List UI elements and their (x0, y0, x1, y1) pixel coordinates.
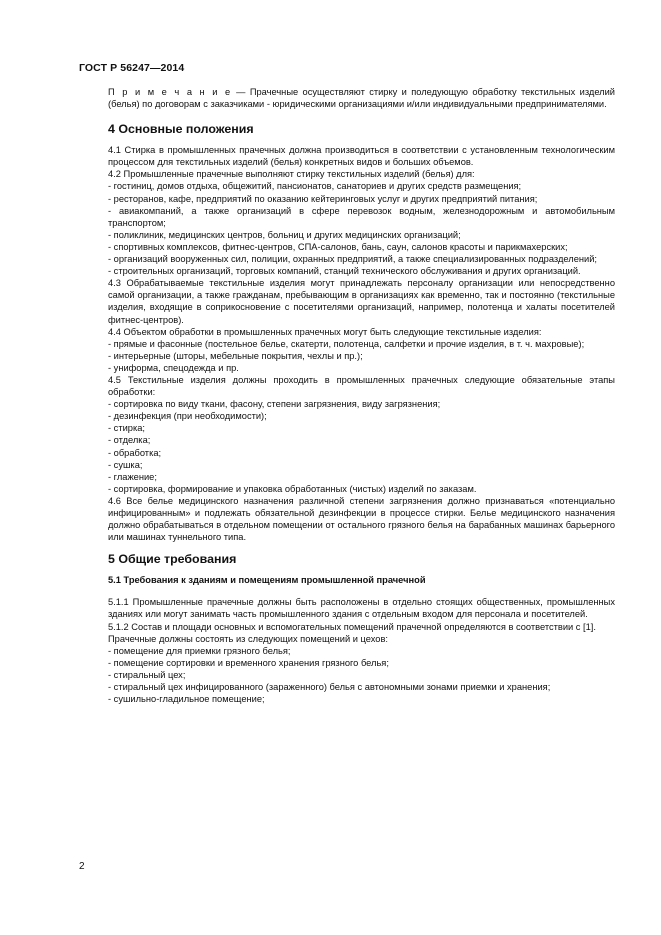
list-item: - отделка; (108, 435, 151, 446)
note-paragraph (108, 86, 615, 110)
list-item: - авиакомпаний, а также организаций в сфере перевозок водным, железнодорожным и автомобильным транспортом; (108, 205, 615, 228)
list-item: - стиральный цех; (108, 669, 186, 680)
paragraph: 5.1.2 Состав и площади основных и вспомогательных помещений прачечной определяются в соответствии с [1]. (108, 621, 596, 632)
section-5-body (108, 596, 615, 705)
list-item: - сортировка по виду ткани, фасону, степени загрязнения, виду загрязнения; (108, 399, 441, 410)
list-item: - помещение сортировки и временного хранения грязного белья; (108, 657, 389, 668)
list-item: - сушильно-гладильное помещение; (108, 694, 265, 705)
section-4-body (108, 144, 615, 543)
list-item: - стирка; (108, 423, 145, 434)
paragraph: 4.1 Стирка в промышленных прачечных должна производиться в соответствии с установленным технологическим процессом для текстильных изделий (белья) конкретных видов и больших объемов. (108, 145, 615, 168)
paragraph: 4.6 Все белье медицинского назначения различной степени загрязнения должно признаваться «потенциально инфицированным» и подлежать обязательной дезинфекции в процессе стирки. Белье медицинского назначения должно обрабатываться в отдельном помещении от остального грязного белья на барабанных машинах барьерного или машинах туннельного типа. (108, 495, 615, 543)
page-number: 2 (79, 861, 85, 872)
list-item: - обработка; (108, 447, 162, 458)
section-5-1-subtitle: 5.1 Требования к зданиям и помещениям промышленной прачечной (108, 575, 426, 586)
list-item: - интерьерные (шторы, мебельные покрытия, чехлы и пр.); (108, 350, 363, 361)
list-item: - ресторанов, кафе, предприятий по оказанию кейтеринговых услуг и других предприятий питания; (108, 193, 538, 204)
list-item: - глажение; (108, 471, 157, 482)
list-item: - прямые и фасонные (постельное белье, скатерти, полотенца, салфетки и прочие изделия, в т. ч. махровые); (108, 338, 585, 349)
list-item: - помещение для приемки грязного белья; (108, 645, 291, 656)
list-item: - сортировка, формирование и упаковка обработанных (чистых) изделий по заказам. (108, 483, 477, 494)
list-item: - униформа, спецодежда и пр. (108, 362, 239, 373)
list-item: - гостиниц, домов отдыха, общежитий, пансионатов, санаториев и других средств размещения; (108, 181, 522, 192)
note-label: П р и м е ч а н и е (108, 87, 232, 97)
list-item: - стиральный цех инфицированного (зараженного) белья с автономными зонами приемки и хранения; (108, 682, 551, 693)
paragraph: Прачечные должны состоять из следующих помещений и цехов: (108, 633, 388, 644)
list-item: - дезинфекция (при необходимости); (108, 411, 267, 422)
list-item: - строительных организаций, торговых компаний, станций технического обслуживания и других организаций. (108, 266, 581, 277)
paragraph: 5.1.1 Промышленные прачечные должны быть расположены в отдельно стоящих общественных, промышленных зданиях или могут занимать часть промышленного здания с отдельным входом для персонала и посетителей. (108, 597, 615, 620)
list-item: - сушка; (108, 459, 143, 470)
paragraph: 4.4 Объектом обработки в промышленных прачечных могут быть следующие текстильные изделия: (108, 326, 542, 337)
section-5-title: 5 Общие требования (108, 552, 237, 567)
list-item: - поликлиник, медицинских центров, больниц и других медицинских организаций; (108, 229, 461, 240)
list-item: - спортивных комплексов, фитнес-центров, СПА-салонов, бань, саун, салонов красоты и парикмахерских; (108, 241, 568, 252)
paragraph: 4.5 Текстильные изделия должны проходить в промышленных прачечных следующие обязательные этапы обработки: (108, 374, 615, 398)
paragraph: 4.3 Обрабатываемые текстильные изделия могут принадлежать персоналу организации или непосредственно самой организации, а также гражданам, пребывающим в организациях как временно, так и постоянно (текстильные изделия, входящие в соприкосновение с посетителями организаций, например, полотенца и халаты посетителей фитнес-центров). (108, 278, 615, 325)
list-item: - организаций вооруженных сил, полиции, охранных предприятий, а также специализированных подразделений; (108, 254, 597, 265)
paragraph: 4.2 Промышленные прачечные выполняют стирку текстильных изделий (белья) для: (108, 169, 475, 180)
note-text: — Прачечные осуществляют стирку и поледующую обработку текстильных изделий (белья) по договорам с заказчиками - юридическими организациями и/или индивидуальными предпринимателями. (108, 87, 615, 110)
standard-header: ГОСТ Р 56247—2014 (79, 62, 185, 74)
section-4-title: 4 Основные положения (108, 122, 254, 137)
page-content (108, 86, 615, 705)
